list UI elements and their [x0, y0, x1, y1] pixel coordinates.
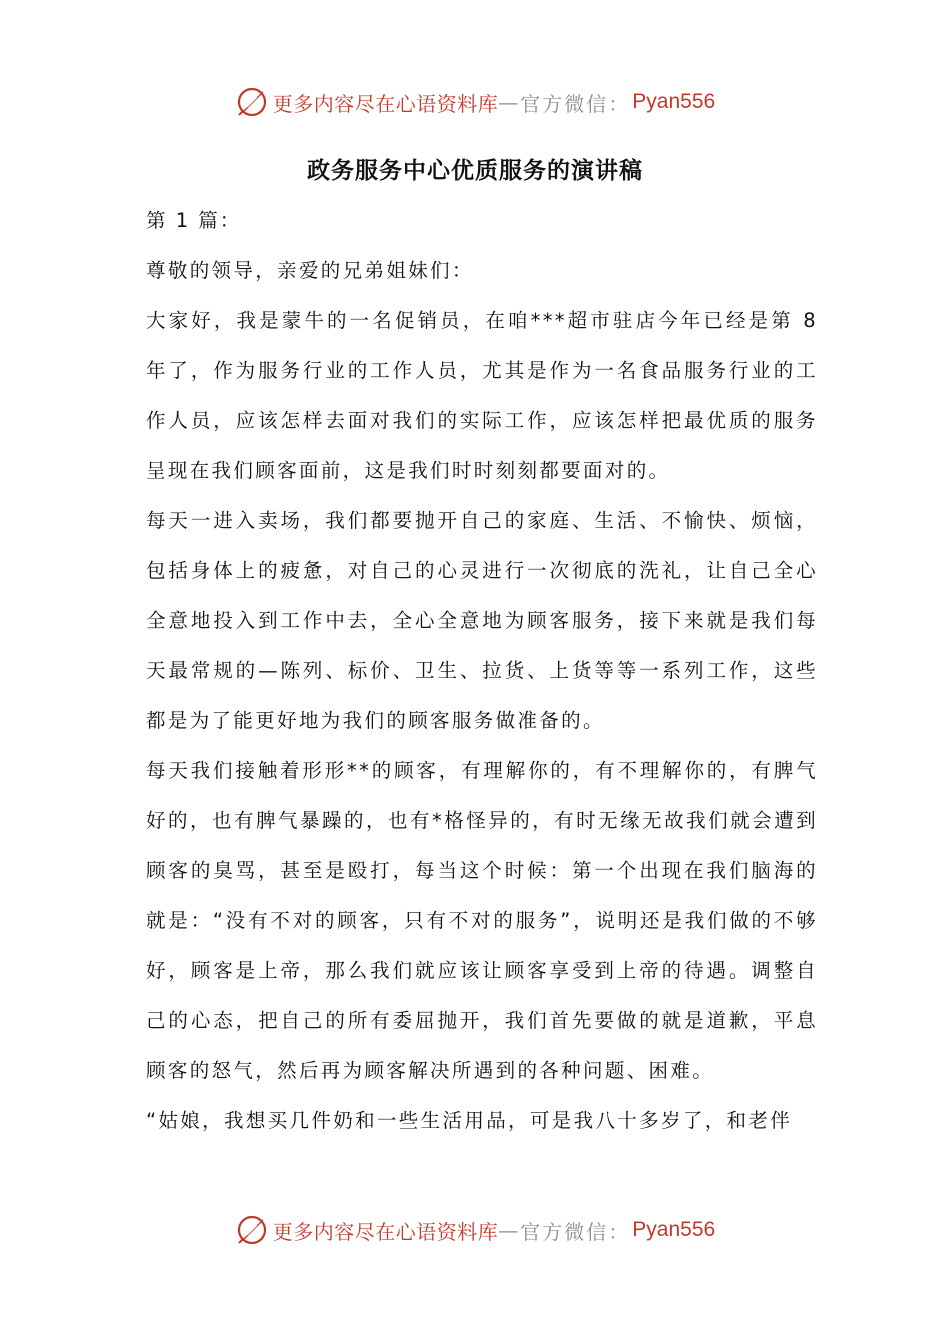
section-heading: 第 1 篇：: [146, 209, 242, 232]
paragraph-1: 大家好，我是蒙牛的一名促销员，在咱***超市驻店今年已经是第 8 年了，作为服务行业的工作人员，尤其是作为一名食品服务行业的工作人员，应该怎样去面对我们的实际工作，应该怎样把最优质的服务呈现在我们顾客面前，这是我们时时刻刻都要面对的。: [146, 309, 818, 482]
banner-text: 更多内容尽在心语资料库: [272, 91, 499, 116]
page-title: 政务服务中心优质服务的演讲稿: [307, 158, 643, 184]
banner-dash: —: [498, 90, 521, 114]
quill-pen-logo-icon: [235, 1213, 269, 1247]
footer-banner: [0, 1210, 950, 1250]
banner-contact-id: Pyan556: [632, 90, 716, 113]
paragraph-2: 每天一进入卖场，我们都要抛开自己的家庭、生活、不愉快、烦恼，包括身体上的疲惫，对自己的心灵进行一次彻底的洗礼，让自己全心全意地投入到工作中去，全心全意地为顾客服务，接下来就是我们每天最常规的—陈列、标价、卫生、拉货、上货等等一系列工作，这些都是为了能更好地为我们的顾客服务做准备的。: [146, 509, 818, 732]
document-body: [146, 196, 818, 1146]
paragraph-4: “姑娘，我想买几件奶和一些生活用品，可是我八十多岁了，和老伴: [146, 1109, 793, 1132]
banner-text: 更多内容尽在心语资料库: [272, 1219, 499, 1244]
banner-contact-id: Pyan556: [632, 1218, 716, 1241]
banner-contact-label: 官方微信：: [520, 1219, 631, 1244]
paragraph-salutation: 尊敬的领导，亲爱的兄弟姐妹们：: [146, 259, 474, 282]
banner-contact-label: 官方微信：: [520, 91, 631, 116]
header-banner: [0, 82, 950, 122]
paragraph-3: 每天我们接触着形形**的顾客，有理解你的，有不理解你的，有脾气好的，也有脾气暴躁的，也有*格怪异的，有时无缘无故我们就会遭到顾客的臭骂，甚至是殴打，每当这个时候：第一个出现在我们脑海的就是：“没有不对的顾客，只有不对的服务”，说明还是我们做的不够好，顾客是上帝，那么我们就应该让顾客享受到上帝的待遇。调整自己的心态，把自己的所有委屈抛开，我们首先要做的就是道歉，平息顾客的怒气，然后再为顾客解决所遇到的各种问题、困难。: [146, 759, 818, 1082]
banner-dash: —: [498, 1218, 521, 1242]
quill-pen-logo-icon: [235, 85, 269, 119]
